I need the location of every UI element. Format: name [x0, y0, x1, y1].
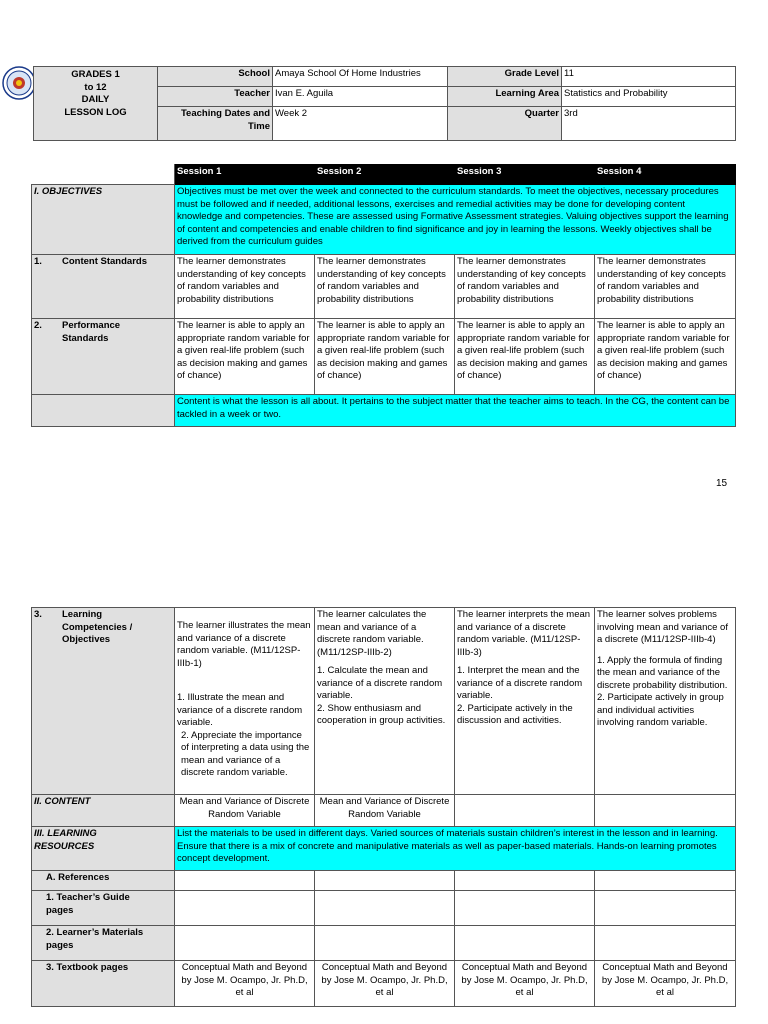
competencies-s4: The learner solves problems involving mean and variance of a discrete (M11/12SP-IIIb-4) 1. Apply the formula of finding the mean and variance of the discrete probability distribution. 2. Participate actively in group and individual activities involving random variable. — [595, 608, 736, 795]
quarter-label: Quarter — [448, 107, 562, 141]
quarter-value: 3rd — [562, 107, 736, 141]
learners-materials-s2 — [315, 926, 455, 961]
teacher-value: Ivan E. Aguila — [273, 87, 448, 107]
references-s2 — [315, 871, 455, 891]
learners-materials-s1 — [175, 926, 315, 961]
grade-level-value: 11 — [562, 67, 736, 87]
textbook-s2: Conceptual Math and Beyond by Jose M. Ocampo, Jr. Ph.D, et al — [315, 961, 455, 1007]
content-note-label — [32, 395, 175, 427]
deped-seal-logo — [2, 66, 36, 100]
content-s1: Mean and Variance of Discrete Random Variable — [175, 795, 315, 827]
performance-standards-s1: The learner is able to apply an appropriate random variable for a given real-life problem (such as decision making and games of chance) — [175, 319, 315, 395]
content-note-text: Content is what the lesson is all about. It pertains to the subject matter that the teacher aims to teach. In the CG, the content can be tackled in a week or two. — [175, 395, 736, 427]
learning-competencies-label: 3. Learning Competencies / Objectives — [32, 608, 175, 795]
page-number: 15 — [716, 478, 728, 489]
objectives-label: I. OBJECTIVES — [32, 185, 175, 255]
blank-corner — [32, 165, 175, 185]
daily-lesson-log-title: GRADES 1 to 12 DAILY LESSON LOG — [34, 67, 158, 141]
content-label: II. CONTENT — [32, 795, 175, 827]
grade-level-label: Grade Level — [448, 67, 562, 87]
references-s3 — [455, 871, 595, 891]
textbook-s3: Conceptual Math and Beyond by Jose M. Ocampo, Jr. Ph.D, et al — [455, 961, 595, 1007]
performance-standards-label: 2. Performance Standards — [32, 319, 175, 395]
content-standards-s2: The learner demonstrates understanding of key concepts of random variables and probability distributions — [315, 255, 455, 319]
teachers-guide-s4 — [595, 891, 736, 926]
learning-resources-label: III. LEARNING RESOURCES — [32, 827, 175, 871]
learning-area-label: Learning Area — [448, 87, 562, 107]
teachers-guide-s3 — [455, 891, 595, 926]
school-label: School — [158, 67, 273, 87]
content-standards-label: 1. Content Standards — [32, 255, 175, 319]
content-s3 — [455, 795, 595, 827]
performance-standards-s3: The learner is able to apply an appropriate random variable for a given real-life problem (such as decision making and games of chance) — [455, 319, 595, 395]
session-3-header: Session 3 — [455, 165, 595, 185]
learners-materials-s4 — [595, 926, 736, 961]
competencies-s3: The learner interprets the mean and variance of a discrete random variable. (M11/12SP-IIIb-3) 1. Interpret the mean and the variance of a discrete random variable. 2. Participate actively in the discussion and activities. — [455, 608, 595, 795]
teachers-guide-label: 1. Teacher’s Guide pages — [32, 891, 175, 926]
competencies-s1: The learner illustrates the mean and variance of a discrete random variable. (M11/12SP-IIIb-1) 1. Illustrate the mean and variance of a discrete random variable. 2. Appreciate the importance of interpreting a data using the mean and variance of a discrete random variable. — [175, 608, 315, 795]
learning-area-value: Statistics and Probability — [562, 87, 736, 107]
objectives-table — [31, 164, 736, 427]
teachers-guide-s2 — [315, 891, 455, 926]
session-1-header: Session 1 — [175, 165, 315, 185]
competencies-s2: The learner calculates the mean and variance of a discrete random variable. (M11/12SP-IIIb-2) 1. Calculate the mean and variance of a discrete random variable. 2. Show enthusiasm and cooperation in group activities. — [315, 608, 455, 795]
content-s2: Mean and Variance of Discrete Random Variable — [315, 795, 455, 827]
learning-resources-text: List the materials to be used in different days. Varied sources of materials sustain children’s interest in the lesson and in learning. Ensure that there is a mix of concrete and manipulative materials as well as paper-based materials. Hands-on learning promotes concept development. — [175, 827, 736, 871]
content-standards-s1: The learner demonstrates understanding of key concepts of random variables and probability distributions — [175, 255, 315, 319]
objectives-text: Objectives must be met over the week and connected to the curriculum standards. To meet the objectives, necessary procedures must be followed and if needed, additional lessons, exercises and remedial activities may be done for developing content knowledge and competencies. These are assessed using Formative Assessment strategies. Valuing objectives support the learning of content and competencies and enable children to find significance and joy in learning the lessons. Weekly objectives shall be derived from the curriculum guides — [175, 185, 736, 255]
content-standards-s3: The learner demonstrates understanding of key concepts of random variables and probability distributions — [455, 255, 595, 319]
session-2-header: Session 2 — [315, 165, 455, 185]
content-s4 — [595, 795, 736, 827]
competencies-table — [31, 607, 736, 1007]
school-value: Amaya School Of Home Industries — [273, 67, 448, 87]
teacher-label: Teacher — [158, 87, 273, 107]
session-4-header: Session 4 — [595, 165, 736, 185]
performance-standards-s2: The learner is able to apply an appropriate random variable for a given real-life problem (such as decision making and games of chance) — [315, 319, 455, 395]
references-s1 — [175, 871, 315, 891]
textbook-s4: Conceptual Math and Beyond by Jose M. Ocampo, Jr. Ph.D, et al — [595, 961, 736, 1007]
references-label: A. References — [32, 871, 175, 891]
teaching-dates-value: Week 2 — [273, 107, 448, 141]
learners-materials-label: 2. Learner’s Materials pages — [32, 926, 175, 961]
header-table — [33, 66, 736, 141]
textbook-s1: Conceptual Math and Beyond by Jose M. Ocampo, Jr. Ph.D, et al — [175, 961, 315, 1007]
learners-materials-s3 — [455, 926, 595, 961]
content-standards-s4: The learner demonstrates understanding of key concepts of random variables and probability distributions — [595, 255, 736, 319]
references-s4 — [595, 871, 736, 891]
teaching-dates-label: Teaching Dates and Time — [158, 107, 273, 141]
teachers-guide-s1 — [175, 891, 315, 926]
textbook-label: 3. Textbook pages — [32, 961, 175, 1007]
performance-standards-s4: The learner is able to apply an appropriate random variable for a given real-life problem (such as decision making and games of chance) — [595, 319, 736, 395]
